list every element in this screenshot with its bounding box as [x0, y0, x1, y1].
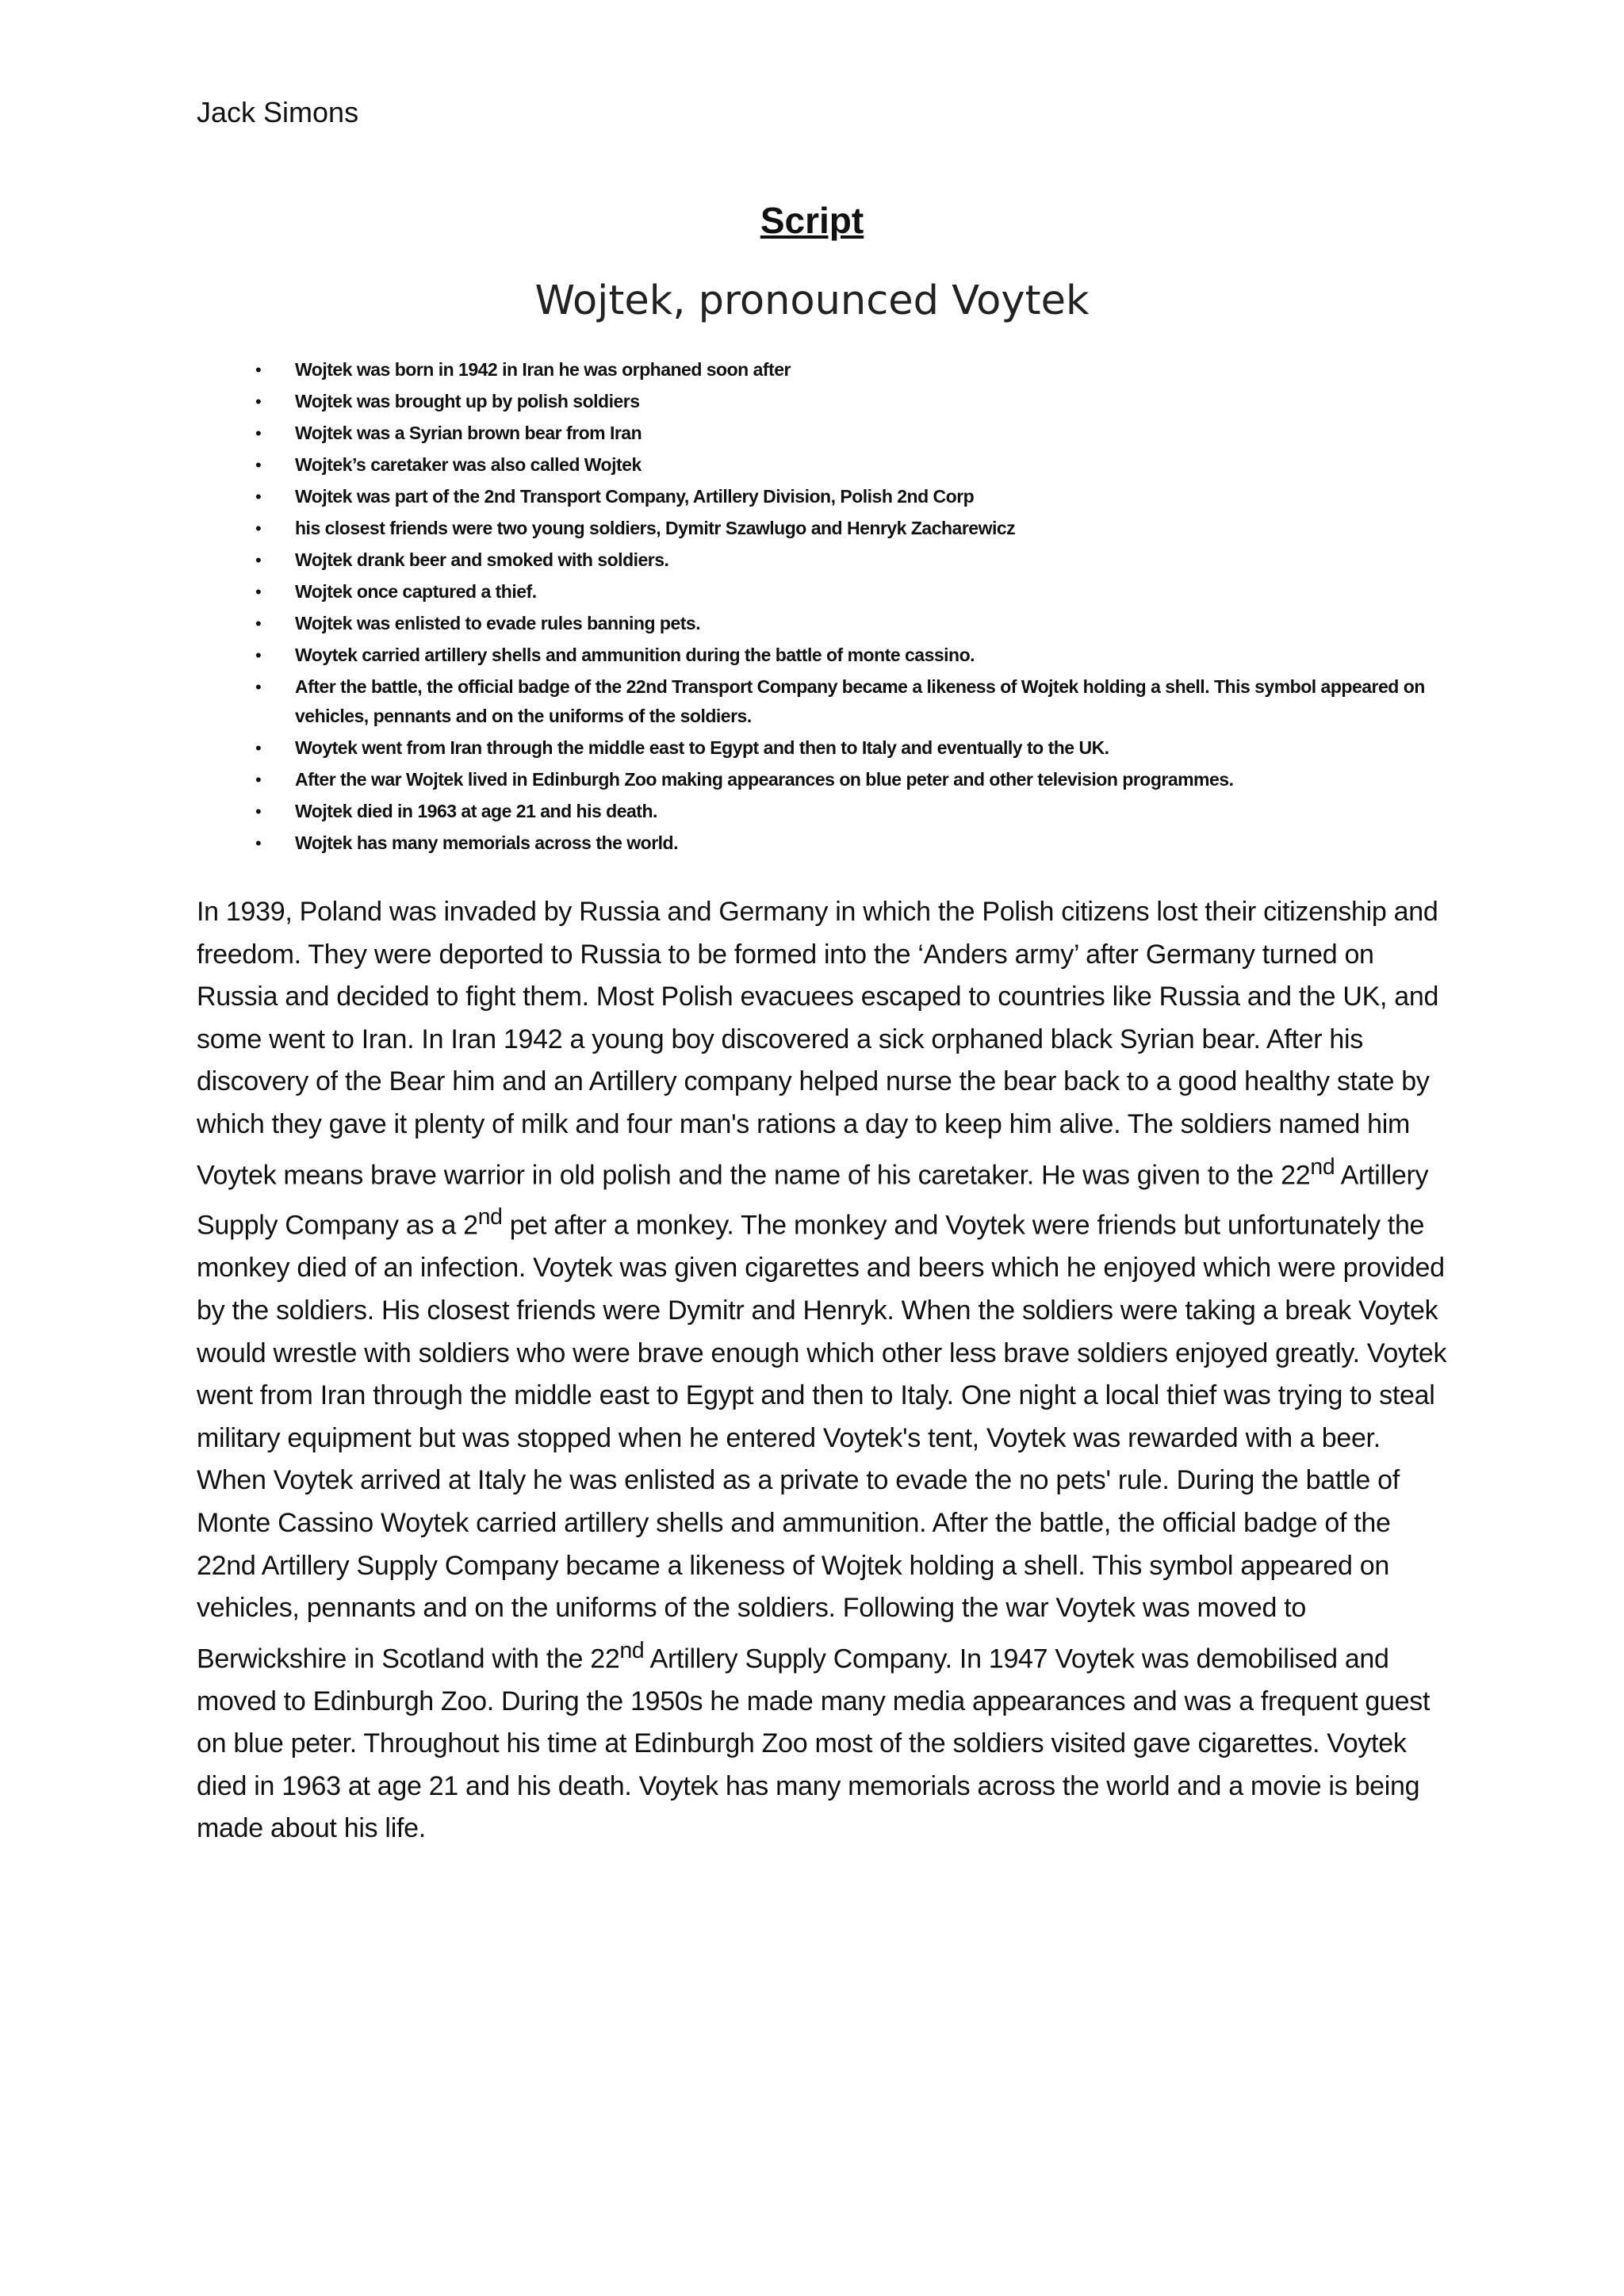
list-item: [255, 641, 1445, 670]
bullet-icon: •: [255, 738, 262, 758]
superscript-ordinal: nd: [1310, 1154, 1335, 1180]
list-item: [255, 828, 1445, 858]
fact-text: his closest friends were two young soldiers, Dymitr Szawlugo and Henryk Zacharewicz: [295, 518, 1016, 538]
list-item: [255, 450, 1445, 480]
list-item: [255, 482, 1445, 511]
bullet-icon: •: [255, 392, 262, 411]
fact-text: Wojtek was a Syrian brown bear from Iran: [295, 423, 642, 443]
body-text-part: Artillery Supply Company. In 1947 Voytek was demobilised and moved to Edinburgh Zoo. During the 1950s he made many media appearances and was a frequent guest on blue peter. Throughout his time at Edinburgh Zoo most of the soldiers visited gave cigarettes. Voytek died in 1963 at age 21 and his death. Voytek has many memorials across the world and a movie is being made about his life.: [197, 1644, 1431, 1844]
bullet-icon: •: [255, 677, 262, 697]
bullet-icon: •: [255, 423, 262, 443]
list-item: [255, 733, 1445, 763]
list-item: [255, 355, 1445, 385]
body-text-part: In 1939, Poland was invaded by Russia and Germany in which the Polish citizens lost their citizenship and freedom. They were deported to Russia to be formed into the ‘Anders army’ after Germany turned on Russia and decided to fight them. Most Polish evacuees escaped to countries like Russia and the UK, and some went to Iran. In Iran 1942 a young boy discovered a sick orphaned black Syrian bear. After his discovery of the Bear him and an Artillery company helped nurse the bear back to a good healthy state by which they gave it plenty of milk and four man's rations a day to keep him alive. The soldiers named him Voytek means brave warrior in old polish and the name of his caretaker. He was given to the 22: [197, 897, 1439, 1190]
bullet-icon: •: [255, 550, 262, 570]
bullet-icon: •: [255, 614, 262, 633]
bullet-icon: •: [255, 455, 262, 475]
fact-text: After the war Wojtek lived in Edinburgh Zoo making appearances on blue peter and other television programmes.: [295, 769, 1234, 790]
list-item: [255, 609, 1445, 638]
superscript-ordinal: nd: [477, 1204, 503, 1230]
list-item: [255, 797, 1445, 826]
fact-text: Wojtek was enlisted to evade rules banning pets.: [295, 613, 701, 633]
bullet-icon: •: [255, 582, 262, 602]
bullet-icon: •: [255, 802, 262, 821]
bullet-icon: •: [255, 645, 262, 665]
bullet-icon: •: [255, 487, 262, 507]
facts-list: [255, 355, 1445, 860]
page-title: Script: [760, 200, 864, 241]
body-text-part: pet after a monkey. The monkey and Voytek were friends but unfortunately the monkey died of an infection. Voytek was given cigarettes and beers which he enjoyed which were provided by the soldiers. His closest friends were Dymitr and Henryk. When the soldiers were taking a break Voytek would wrestle with soldiers who were brave enough which other less brave soldiers enjoyed greatly. Voytek went from Iran through the middle east to Egypt and then to Italy. One night a local thief was trying to steal military equipment but was stopped when he entered Voytek's tent, Voytek was rewarded with a beer. When Voytek arrived at Italy he was enlisted as a private to evade the no pets' rule. During the battle of Monte Cassino Woytek carried artillery shells and ammunition. After the battle, the official badge of the 22nd Artillery Supply Company became a likeness of Wojtek holding a shell. This symbol appeared on vehicles, pennants and on the uniforms of the soldiers. Following the war Voytek was moved to Berwickshire in Scotland with the 22: [197, 1210, 1447, 1674]
fact-text: Wojtek was part of the 2nd Transport Company, Artillery Division, Polish 2nd Corp: [295, 486, 975, 507]
fact-text: Wojtek once captured a thief.: [295, 581, 537, 602]
bullet-icon: •: [255, 833, 262, 853]
fact-text: Wojtek died in 1963 at age 21 and his death.: [295, 801, 657, 821]
fact-text: Wojtek has many memorials across the world.: [295, 832, 678, 853]
list-item: [255, 765, 1445, 794]
list-item: [255, 514, 1445, 543]
list-item: [255, 545, 1445, 575]
fact-text: Woytek carried artillery shells and ammunition during the battle of monte cassino.: [295, 645, 975, 665]
body-text-part: Artillery Supply Company as a 2: [197, 1159, 1429, 1241]
author-name: Jack Simons: [197, 96, 359, 128]
fact-text: After the battle, the official badge of the 22nd Transport Company became a likeness of Wojtek holding a shell. This symbol appeared on vehicles, pennants and on the uniforms of the soldiers.: [295, 676, 1425, 726]
fact-text: Wojtek was born in 1942 in Iran he was orphaned soon after: [295, 359, 791, 380]
fact-text: Wojtek was brought up by polish soldiers: [295, 391, 640, 411]
list-item: [255, 672, 1445, 731]
fact-text: Wojtek drank beer and smoked with soldiers.: [295, 549, 669, 570]
fact-text: Wojtek’s caretaker was also called Wojtek: [295, 454, 642, 475]
fact-text: Woytek went from Iran through the middle east to Egypt and then to Italy and eventually to the UK.: [295, 737, 1109, 758]
body-paragraph: [197, 891, 1450, 1850]
bullet-icon: •: [255, 519, 262, 538]
list-item: [255, 387, 1445, 416]
page-subtitle: Wojtek, pronounced Voytek: [534, 277, 1090, 324]
bullet-icon: •: [255, 360, 262, 380]
bullet-icon: •: [255, 770, 262, 790]
superscript-ordinal: nd: [619, 1637, 645, 1663]
list-item: [255, 577, 1445, 607]
list-item: [255, 419, 1445, 448]
